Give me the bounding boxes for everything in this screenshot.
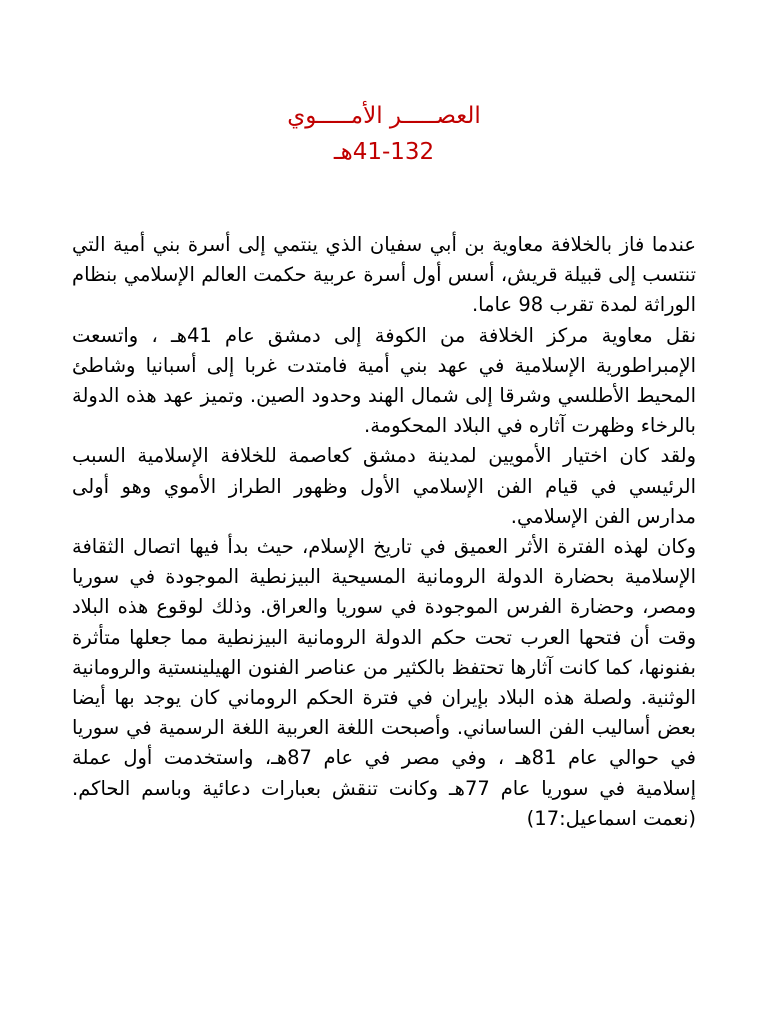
paragraph-muawiya: عندما فاز بالخلافة معاوية بن أبي سفيان الذي ينتمي إلى أسرة بني أمية التي تنتسب إلى قبيلة قريش، أسس أول أسرة عربية حكمت العالم الإسلامي بنظام الوراثة لمدة تقرب 98 عاما. — [72, 233, 696, 317]
paragraph-cultural-influence: وكان لهذه الفترة الأثر العميق في تاريخ الإسلام، حيث بدأ فيها اتصال الثقافة الإسلامية بحضارة الدولة الرومانية المسيحية البيزنطية الموجودة في سوريا ومصر، وحضارة الفرس الموجودة في سوريا والعراق. وذلك لوقوع هذه البلاد وقت أن فتحها العرب تحت حكم الدولة الرومانية البيزنطية مما جعلها متأثرة بفنونها، كما كانت آثارها تحتفظ بالكثير من عناصر الفنون الهيلينستية والرومانية الوثنية. ولصلة هذه البلاد بإيران في فترة الحكم الروماني كان يوجد بها أيضا بعض أساليب الفن الساساني. وأصبحت اللغة العربية اللغة الرسمية في سوريا في حوالي عام 81هـ ، وفي مصر في عام 87هـ، واستخدمت أول عملة إسلامية في سوريا عام 77هـ وكانت تنقش بعبارات دعائية وباسم الحاكم.(نعمت اسماعيل:17) — [72, 535, 697, 830]
title-years: 41-132هـ — [333, 139, 435, 165]
document-title — [0, 98, 768, 170]
paragraph-umayyad-style: ولقد كان اختيار الأمويين لمدينة دمشق كعاصمة للخلافة الإسلامية السبب الرئيسي في قيام الفن الإسلامي الأول وظهور الطراز الأموي وهو أولى مدارس الفن الإسلامي. — [72, 444, 696, 528]
document-body — [72, 230, 696, 834]
title-era: العصـــــر الأمـــــوي — [287, 103, 481, 129]
paragraph-damascus-capital: نقل معاوية مركز الخلافة من الكوفة إلى دمشق عام 41هـ ، واتسعت الإمبراطورية الإسلامية في عهد بني أمية فامتدت غربا إلى أسبانيا وشاطئ المحيط الأطلسي وشرقا إلى شمال الهند وحدود الصين. وتميز عهد هذه الدولة بالرخاء وظهرت آثاره في البلاد المحكومة. — [72, 323, 697, 438]
